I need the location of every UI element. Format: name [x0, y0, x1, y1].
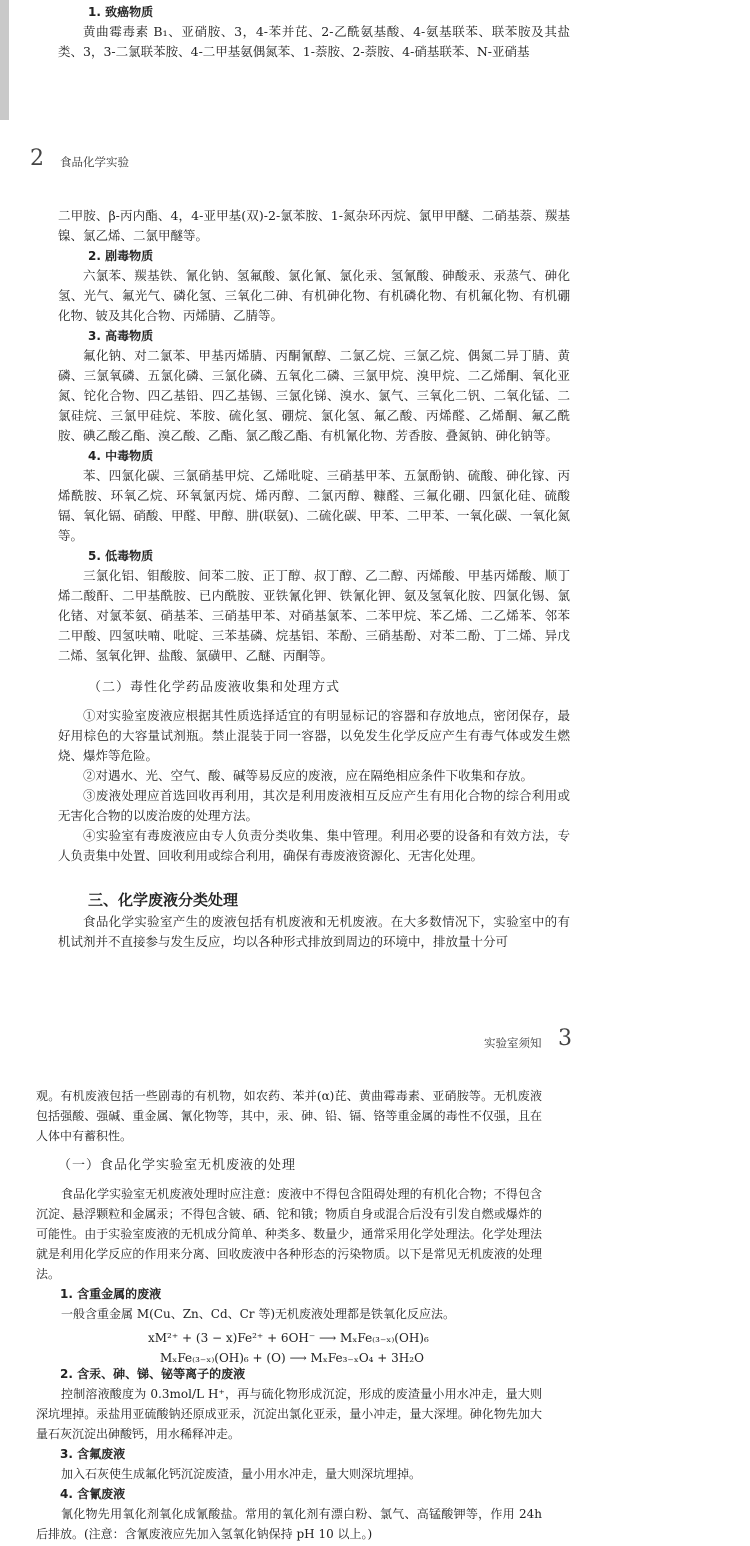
- equation-1: xM²⁺ + (3 − x)Fe²⁺ + 6OH⁻ ⟶ MₓFe₍₃₋ₓ₎(OH)₆: [148, 1331, 429, 1345]
- paragraph: ③废液处理应首选回收再利用，其次是利用废液相互反应产生有用化合物的综合利用或无害化合物的以废治废的处理方法。: [58, 788, 570, 823]
- page-number: 2: [30, 146, 44, 171]
- subsection-heading: （二）毒性化学药品废液收集和处理方式: [88, 680, 341, 695]
- page3-block: [36, 1086, 542, 1544]
- paragraph: 食品化学实验室无机废液处理时应注意：废液中不得包含阻碍处理的有机化合物；不得包含沉淀、悬浮颗粒和金属汞；不得包含铍、硒、铊和锇；物质自身或混合后没有引发自燃或爆炸的可能性。由于实验室废液的无机成分简单、种类多、数量少，通常采用化学处理法。化学处理法就是利用化学反应的作用来分离、回收废液中各种形态的污染物质。以下是常见无机废液的处理法。: [36, 1187, 542, 1281]
- paragraph: 观。有机废液包括一些剧毒的有机物，如农药、苯并(α)芘、黄曲霉毒素、亚硝胺等。无机废液包括强酸、强碱、重金属、氰化物等，其中，汞、砷、铅、镉、铬等重金属的毒性不仅强，且在人体中有蓄积性。: [36, 1089, 542, 1143]
- paragraph: 六氯苯、羰基铁、氰化钠、氢氟酸、氯化氰、氯化汞、氢氰酸、砷酸汞、汞蒸气、砷化氢、光气、氟光气、磷化氢、三氧化二砷、有机砷化物、有机磷化物、有机氟化物、有机硼化物、铍及其化合物、丙烯腈、乙腈等。: [58, 268, 570, 323]
- paragraph: 黄曲霉毒素 B₁、亚硝胺、3，4-苯并芘、2-乙酰氨基酸、4-氨基联苯、联苯胺及其盐类、3，3-二氯联苯胺、4-二甲基氨偶氮苯、1-萘胺、2-萘胺、4-硝基联苯、N-亚硝基: [58, 24, 570, 59]
- subheading-high-toxicity: 3. 高毒物质: [88, 329, 154, 343]
- paragraph: 二甲胺、β-丙内酯、4，4-亚甲基(双)-2-氯苯胺、1-氮杂环丙烷、氯甲甲醚、二硝基萘、羰基镍、氯乙烯、二氯甲醚等。: [58, 208, 570, 243]
- subheading-cyanide: 4. 含氰废液: [60, 1487, 126, 1501]
- paragraph: ①对实验室废液应根据其性质选择适宜的有明显标记的容器和存放地点，密闭保存，最好用棕色的大容量试剂瓶。禁止混装于同一容器，以免发生化学反应产生有毒气体或发生燃烧、爆炸等危险。: [58, 708, 570, 763]
- subheading-moderate-toxicity: 4. 中毒物质: [88, 449, 154, 463]
- equation-2: MₓFe₍₃₋ₓ₎(OH)₆ + (O) ⟶ MₓFe₃₋ₓO₄ + 3H₂O: [160, 1351, 424, 1365]
- running-header: 实验室须知: [484, 1036, 542, 1050]
- page2-block: [58, 206, 570, 952]
- subheading-carcinogens: 1. 致癌物质: [88, 5, 154, 19]
- scan-edge-strip: [0, 0, 9, 120]
- subheading-heavy-metal: 1. 含重金属的废液: [60, 1287, 162, 1301]
- subheading-mercury-arsenic: 2. 含汞、砷、锑、铋等离子的废液: [60, 1367, 246, 1381]
- paragraph: 氰化物先用氧化剂氧化成氰酸盐。常用的氧化剂有漂白粉、氯气、高锰酸钾等，作用 24h 后排放。(注意：含氰废液应先加入氢氧化钠保持 pH 10 以上。): [36, 1507, 542, 1541]
- paragraph: 三氯化铝、钼酸胺、间苯二胺、正丁醇、叔丁醇、乙二醇、丙烯酸、甲基丙烯酸、顺丁烯二酸酐、二甲基酰胺、已内酰胺、亚铁氰化钾、铁氰化钾、氨及氢氧化胺、四氯化锡、氯化锗、对氯苯氨、硝基苯、三硝基甲苯、对硝基氯苯、二苯甲烷、苯乙烯、二乙烯苯、邻苯二甲酸、四氢呋喃、吡啶、三苯基磷、烷基铝、苯酚、三硝基酚、对苯二酚、丁二烯、异戊二烯、氢氧化钾、盐酸、氯磺甲、乙醚、丙酮等。: [58, 568, 570, 663]
- page-number: 3: [558, 1026, 572, 1051]
- paragraph: 控制溶液酸度为 0.3mol/L H⁺，再与硫化物形成沉淀，形成的废渣量小用水冲走，量大则深坑埋掉。汞盐用亚硫酸钠还原成亚汞，沉淀出氯化亚汞，量小冲走，量大深埋。砷化物先加大量石灰沉淀出砷酸钙，用水稀释冲走。: [36, 1387, 542, 1441]
- subheading-low-toxicity: 5. 低毒物质: [88, 549, 154, 563]
- subheading-highly-toxic: 2. 剧毒物质: [88, 249, 154, 263]
- paragraph: 一般含重金属 M(Cu、Zn、Cd、Cr 等)无机废液处理都是铁氧化反应法。: [61, 1307, 456, 1321]
- subheading-fluoride: 3. 含氟废液: [60, 1447, 126, 1461]
- page1-block: [58, 2, 570, 62]
- paragraph: 氟化钠、对二氯苯、甲基丙烯腈、丙酮氰醇、二氯乙烷、三氯乙烷、偶氮二异丁腈、黄磷、三氯氧磷、五氯化磷、三氯化磷、五氧化二磷、三氯甲烷、溴甲烷、二乙烯酮、氧化亚氮、铊化合物、四乙基铅、四乙基锡、三氯化锑、溴水、氯气、三氧化二钒、二氧化锰、二氯硅烷、三氯甲硅烷、苯胺、硫化氢、硼烷、氯化氢、氟乙酸、丙烯醛、乙烯酮、氟乙酰胺、碘乙酸乙酯、溴乙酸、乙酯、氯乙酸乙酯、有机氰化物、芳香胺、叠氮钠、砷化钠等。: [58, 348, 570, 443]
- paragraph: 加入石灰使生成氟化钙沉淀废渣，量小用水冲走，量大则深坑埋掉。: [61, 1467, 422, 1481]
- subsection-heading: （一）食品化学实验室无机废液的处理: [58, 1158, 297, 1173]
- paragraph: ④实验室有毒废液应由专人负责分类收集、集中管理。利用必要的设备和有效方法，专人负责集中处置、回收利用或综合利用，确保有毒废液资源化、无害化处理。: [58, 828, 570, 863]
- paragraph: 苯、四氯化碳、三氯硝基甲烷、乙烯吡啶、三硝基甲苯、五氯酚钠、硫酸、砷化镓、丙烯酰胺、环氧乙烷、环氧氯丙烷、烯丙醇、二氯丙醇、糠醛、三氟化硼、四氯化硅、硫酸镉、氧化镉、硝酸、甲醛、甲醇、肼(联氨)、二硫化碳、甲苯、二甲苯、一氧化碳、一氧化氮等。: [58, 468, 570, 543]
- paragraph: 食品化学实验室产生的废液包括有机废液和无机废液。在大多数情况下，实验室中的有机试剂并不直接参与发生反应，均以各种形式排放到周边的环境中，排放量十分可: [58, 914, 570, 949]
- section-heading: 三、化学废液分类处理: [88, 891, 239, 909]
- paragraph: ②对遇水、光、空气、酸、碱等易反应的废液，应在隔绝相应条件下收集和存放。: [83, 768, 534, 783]
- running-header: 食品化学实验: [60, 155, 129, 169]
